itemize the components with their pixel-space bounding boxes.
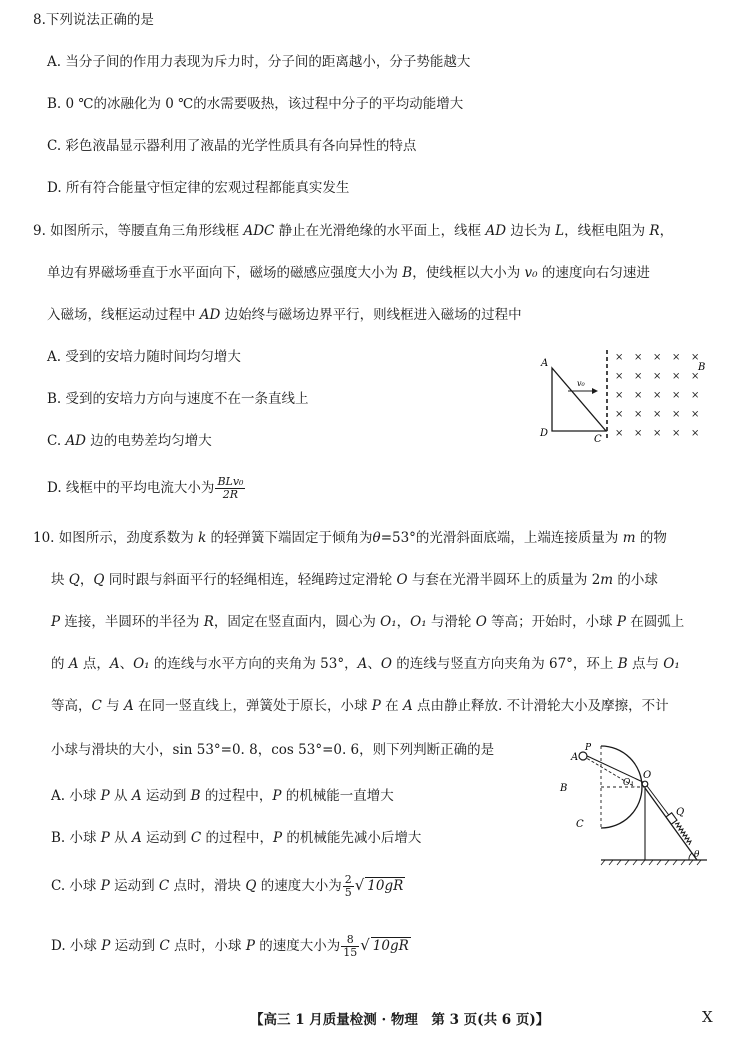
q9-option-c: C. AD 边的电势差均匀增大 bbox=[47, 433, 212, 449]
svg-text:×: × bbox=[615, 390, 624, 401]
svg-text:×: × bbox=[634, 352, 643, 363]
q8-option-a: A. 当分子间的作用力表现为斥力时，分子间的距离越小，分子势能越大 bbox=[47, 54, 471, 70]
q9-stem-line2: 单边有界磁场垂直于水平面向下，磁场的磁感应强度大小为 B，使线框以大小为 v₀ 的速度向右匀速进 bbox=[47, 265, 650, 281]
q10-option-a: A. 小球 P 从 A 运动到 B 的过程中，P 的机械能一直增大 bbox=[51, 788, 394, 804]
svg-text:×: × bbox=[691, 352, 700, 363]
q10-stem-line4: 的 A 点，A、O₁ 的连线与水平方向的夹角为 53°，A、O 的连线与竖直方向夹角为 67°，环上 B 点与 O₁ bbox=[51, 656, 680, 672]
q8-option-c: C. 彩色液晶显示器利用了液晶的光学性质具有各向异性的特点 bbox=[47, 138, 417, 154]
svg-text:×: × bbox=[672, 428, 681, 439]
q9-stem-line3: 入磁场，线框运动过程中 AD 边始终与磁场边界平行，则线框进入磁场的过程中 bbox=[47, 307, 522, 323]
svg-text:×: × bbox=[672, 390, 681, 401]
q9-figure bbox=[536, 344, 716, 444]
q10-rope bbox=[585, 755, 645, 783]
q10-label-B: B bbox=[560, 783, 568, 794]
svg-text:×: × bbox=[691, 428, 700, 439]
q10-stem-line1: 10. 如图所示，劲度系数为 k 的轻弹簧下端固定于倾角为θ=53°的光滑斜面底端，上端连接质量为 m 的物 bbox=[33, 530, 667, 546]
svg-text:×: × bbox=[653, 409, 662, 420]
q9-triangle-frame bbox=[552, 368, 606, 431]
q10-label-Q: Q bbox=[676, 807, 685, 818]
svg-text:×: × bbox=[615, 371, 624, 382]
q10-label-O: O bbox=[643, 770, 652, 781]
svg-text:×: × bbox=[672, 371, 681, 382]
q10-label-theta: θ bbox=[694, 850, 700, 860]
q9-label-B: B bbox=[698, 362, 706, 373]
q10-label-O1: O₁ bbox=[623, 778, 634, 788]
q9-stem-line1: 9. 如图所示，等腰直角三角形线框 ADC 静止在光滑绝缘的水平面上，线框 AD 边长为 L，线框电阻为 R， bbox=[33, 223, 674, 239]
q10-ball-P bbox=[579, 752, 587, 760]
q10-option-c: C. 小球 P 运动到 C 点时，滑块 Q 的速度大小为 $\frac{2}{5}$ √ 10gR bbox=[51, 873, 404, 899]
q10-option-b: B. 小球 P 从 A 运动到 C 的过程中，P 的机械能先减小后增大 bbox=[51, 830, 422, 846]
svg-text:×: × bbox=[634, 371, 643, 382]
q9-d-fraction: $\frac{\text{BLv₀}}{2R}$ bbox=[217, 475, 244, 501]
q9-label-A: A bbox=[541, 358, 549, 369]
q9-label-D: D bbox=[540, 428, 549, 439]
q9-velocity-label: v₀ bbox=[577, 379, 585, 388]
svg-text:×: × bbox=[653, 428, 662, 439]
svg-text:×: × bbox=[615, 428, 624, 439]
svg-text:×: × bbox=[634, 390, 643, 401]
q9-magnetic-field bbox=[615, 352, 699, 439]
q10-pulley-O bbox=[642, 781, 648, 787]
q10-rope-to-Q bbox=[647, 786, 671, 818]
q8-option-d: D. 所有符合能量守恒定律的宏观过程都能真实发生 bbox=[47, 180, 350, 196]
q8-stem: 8.下列说法正确的是 bbox=[33, 12, 154, 28]
q10-stem-line6: 小球与滑块的大小，sin 53°=0. 8，cos 53°=0. 6，则下列判断正确的是 bbox=[51, 742, 495, 758]
svg-text:×: × bbox=[634, 409, 643, 420]
q10-stem-line3: P 连接，半圆环的半径为 R，固定在竖直面内，圆心为 O₁，O₁ 与滑轮 O 等高；开始时，小球 P 在圆弧上 bbox=[51, 614, 685, 630]
q10-c-sqrt: 10gR bbox=[367, 878, 404, 894]
q10-label-C: C bbox=[576, 819, 584, 830]
q9-option-a: A. 受到的安培力随时间均匀增大 bbox=[47, 349, 241, 365]
svg-text:×: × bbox=[653, 352, 662, 363]
q10-d-sqrt: 10gR bbox=[372, 938, 409, 954]
q10-label-A: A bbox=[571, 752, 579, 763]
q9-option-d: D. 线框中的平均电流大小为 $\frac{\text{BLv₀}}{2R}$ bbox=[47, 475, 244, 501]
svg-text:×: × bbox=[691, 371, 700, 382]
q10-option-d: D. 小球 P 运动到 C 点时，小球 P 的速度大小为 $\frac{8}{15}$ √ 10gR bbox=[51, 933, 409, 959]
page-footer: 【高三 1 月质量检测 · 物理 第 3 页(共 6 页)】 bbox=[250, 1012, 550, 1028]
svg-text:×: × bbox=[653, 390, 662, 401]
q10-d-fraction: $\frac{8}{15}$ bbox=[343, 933, 358, 959]
q9-label-C: C bbox=[594, 434, 602, 444]
svg-text:×: × bbox=[653, 371, 662, 382]
svg-text:×: × bbox=[634, 428, 643, 439]
q10-c-fraction: $\frac{2}{5}$ bbox=[344, 873, 352, 899]
q10-label-P: P bbox=[585, 743, 592, 753]
svg-text:×: × bbox=[615, 352, 624, 363]
svg-text:×: × bbox=[691, 409, 700, 420]
q9-option-b: B. 受到的安培力方向与速度不在一条直线上 bbox=[47, 391, 309, 407]
q10-figure bbox=[555, 740, 725, 870]
q8-option-b: B. 0 ℃的冰融化为 0 ℃的水需要吸热，该过程中分子的平均动能增大 bbox=[47, 96, 464, 112]
svg-text:×: × bbox=[672, 352, 681, 363]
q10-stem-line5: 等高，C 与 A 在同一竖直线上，弹簧处于原长，小球 P 在 A 点由静止释放. 不计滑轮大小及摩擦，不计 bbox=[51, 698, 669, 714]
svg-text:×: × bbox=[672, 409, 681, 420]
page-corner-mark: X bbox=[702, 1008, 713, 1026]
svg-text:×: × bbox=[691, 390, 700, 401]
q10-angle-arc bbox=[689, 853, 692, 860]
q10-stem-line2: 块 Q，Q 同时跟与斜面平行的轻绳相连，轻绳跨过定滑轮 O 与套在光滑半圆环上的质量为 2m 的小球 bbox=[51, 572, 658, 588]
svg-text:×: × bbox=[615, 409, 624, 420]
